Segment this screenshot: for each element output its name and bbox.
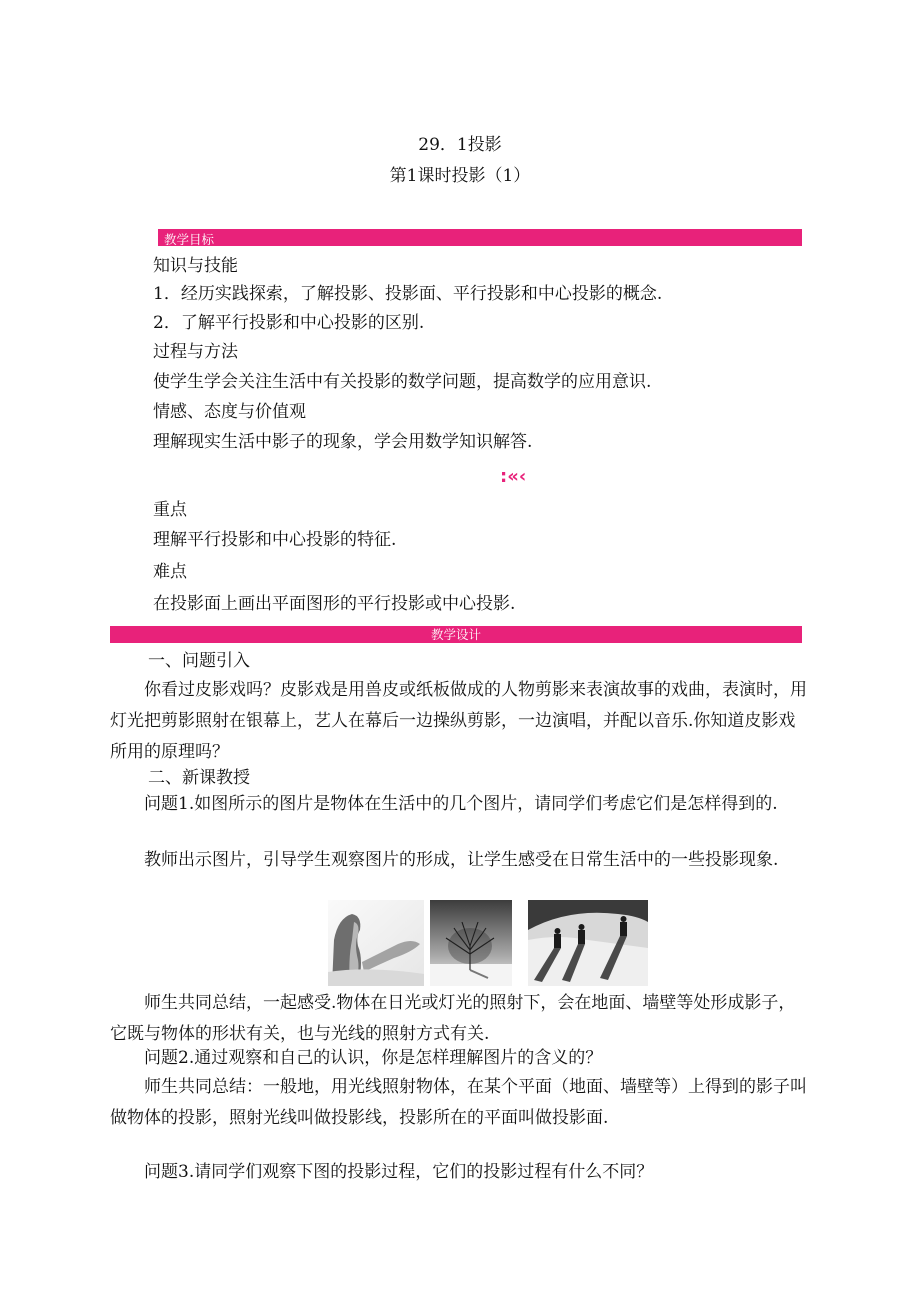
section-heading-new-lesson: 二、新课教授: [148, 768, 250, 788]
page-title: 29．1投影: [418, 135, 502, 155]
process-text: 使学生学会关注生活中有关投影的数学问题，提高数学的应用意识.: [153, 372, 652, 392]
section-bar-design: [110, 626, 802, 643]
page-subtitle: 第1课时投影（1）: [389, 166, 531, 186]
question-2: 问题2.通过观察和自己的认识，你是怎样理解图片的含义的？: [144, 1048, 603, 1068]
heading-emotion: 情感、态度与价值观: [153, 402, 306, 422]
teacher-show-paragraph: 教师出示图片，引导学生观察图片的形成，让学生感受在日常生活中的一些投影现象.: [144, 850, 779, 870]
summary-1-paragraph: 师生共同总结，一起感受.物体在日光或灯光的照射下，会在地面、墙壁等处形成影子，它既与物体的形状有关，也与光线的照射方式有关.: [110, 993, 796, 1044]
key-point-text: 理解平行投影和中心投影的特征.: [153, 530, 397, 550]
section-bar-label: 教学目标: [164, 232, 215, 247]
photo-skiers-shadows: [528, 900, 648, 986]
section-bar-label: 教学设计: [430, 627, 481, 642]
photo-statue-shadow: [328, 900, 424, 986]
intro-paragraph: 你看过皮影戏吗？皮影戏是用兽皮或纸板做成的人物剪影来表演故事的戏曲，表演时，用灯光把剪影照射在银幕上，艺人在幕后一边操纵剪影，一边演唱，并配以音乐.你知道皮影戏所用的原理吗？: [110, 680, 807, 762]
knowledge-item-1: 1．经历实践探索，了解投影、投影面、平行投影和中心投影的概念.: [153, 284, 663, 304]
knowledge-item-2: 2．了解平行投影和中心投影的区别.: [153, 313, 425, 333]
summary-2-paragraph: 师生共同总结：一般地，用光线照射物体，在某个平面（地面、墙壁等）上得到的影子叫做物体的投影，照射光线叫做投影线，投影所在的平面叫做投影面.: [110, 1077, 807, 1128]
question-3: 问题3.请同学们观察下图的投影过程，它们的投影过程有什么不同？: [144, 1162, 654, 1182]
emotion-text: 理解现实生活中影子的现象，学会用数学知识解答.: [153, 432, 533, 452]
section-bar-objectives: [158, 229, 802, 246]
heading-knowledge: 知识与技能: [153, 256, 238, 276]
photo-tree-snow: [430, 900, 512, 986]
heading-key-point: 重点: [153, 500, 187, 520]
difficult-point-text: 在投影面上画出平面图形的平行投影或中心投影.: [153, 594, 516, 614]
section-heading-intro: 一、问题引入: [148, 651, 250, 671]
question-1: 问题1.如图所示的图片是物体在生活中的几个图片，请同学们考虑它们是怎样得到的.: [144, 794, 778, 814]
heading-difficult-point: 难点: [153, 562, 187, 582]
decorative-mark: :«‹: [500, 466, 527, 487]
heading-process: 过程与方法: [153, 342, 238, 362]
